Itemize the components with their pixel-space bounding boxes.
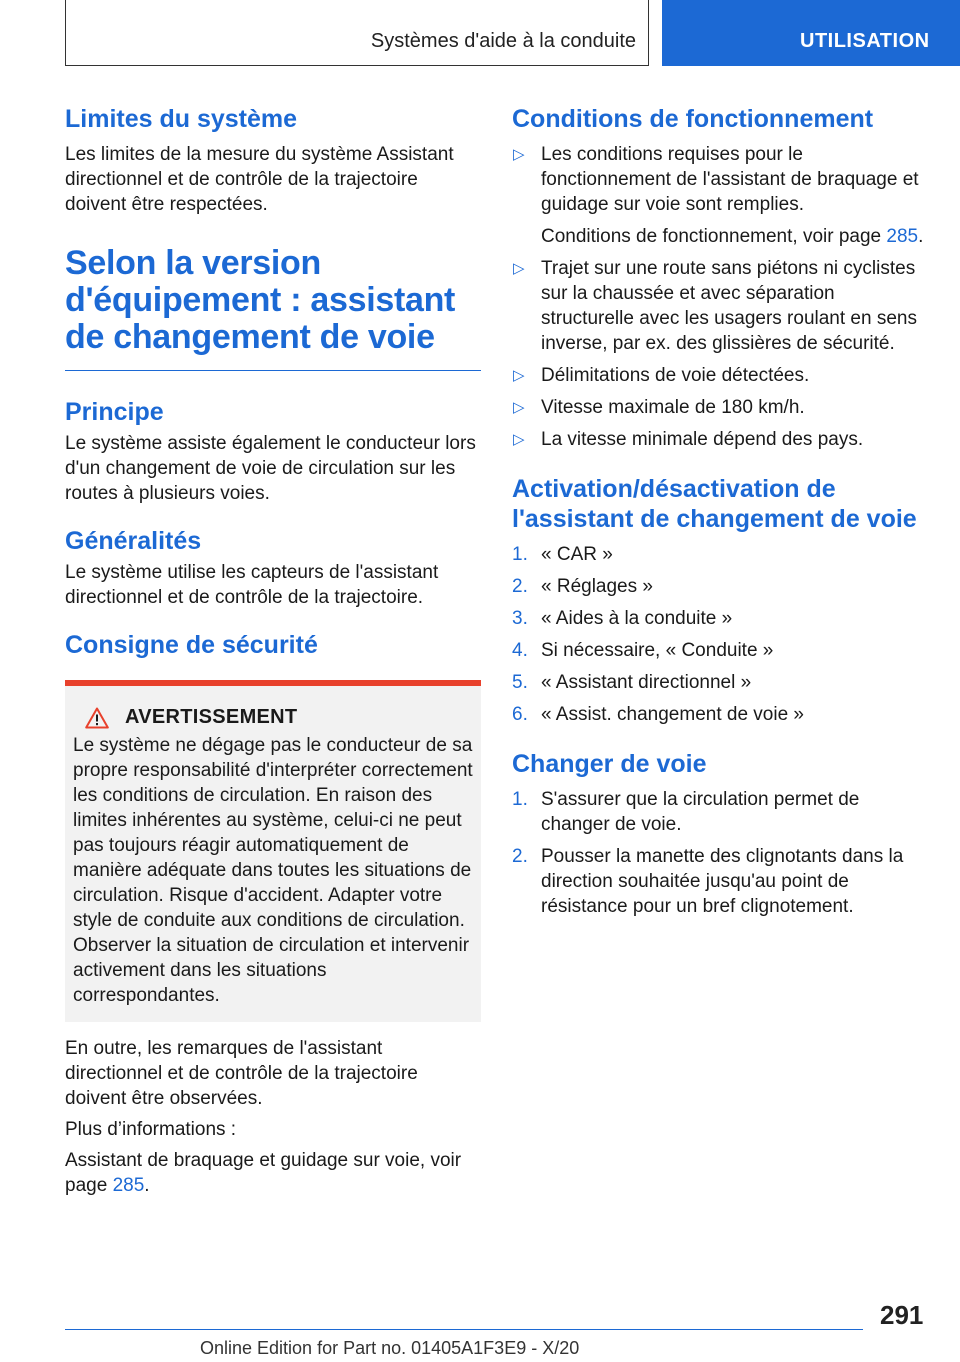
section-tab[interactable] [662,0,960,66]
limites-heading: Limites du système [65,105,298,133]
step-number: 2. [512,846,528,867]
triangle-bullet-icon: ▷ [513,367,525,384]
warning-title: AVERTISSEMENT [125,706,298,728]
step-number: 3. [512,608,528,629]
warning-text: Le système ne dégage pas le conducteur de sa propre responsabilité d'interpréter correctement les conditions de circulation. En raison des limites inhérentes au système, celui-ci ne peut pas toujours réagir automatiquement de manière adéquate dans toutes les situations de circulation. Risque d'accident. Adapter votre style de conduite aux conditions de circulation. Observer la situation de circulation et intervenir activement dans les situations correspondantes. [73,735,473,1006]
list-item-continuation: Conditions de fonctionnement, voir page 285. [541,226,924,247]
conditions-ref-page-link[interactable]: 285 [886,226,919,247]
step-number: 2. [512,576,528,597]
step-number: 1. [512,789,528,810]
remarques-text: En outre, les remarques de l'assistant directionnel et de contrôle de la trajectoire doivent être observées. [65,1038,418,1109]
step-number: 1. [512,544,528,565]
right-column [512,104,928,926]
consigne-heading: Consigne de sécurité [65,631,318,659]
list-item: ▷ Vitesse maximale de 180 km/h. [513,397,805,418]
reference-page-link[interactable]: 285 [112,1175,145,1196]
plus-info-text: Plus d’informations : [65,1119,237,1140]
section-heading: Selon la version d'équipement : assistant de changement de voie [65,244,456,356]
reference-text: Assistant de braquage et guidage sur voie, voir page [65,1150,462,1196]
triangle-bullet-icon: ▷ [513,431,525,448]
conditions-heading: Conditions de fonctionnement [512,105,874,133]
warning-box [65,680,481,1022]
principe-heading: Principe [65,398,164,426]
activation-steps [512,542,928,727]
step-item: 2. Pousser la manette des clignotants dans la direction souhaitée jusqu'au point de résistance pour un bref clignotement. [512,846,904,917]
triangle-bullet-icon: ▷ [513,146,525,163]
warning-header [73,706,473,729]
step-number: 6. [512,704,528,725]
left-column [65,104,481,1198]
generalites-text: Le système utilise les capteurs de l'assistant directionnel et de contrôle de la trajectoire. [65,562,439,608]
step-item: 1. « CAR » [512,544,613,565]
limites-text: Les limites de la mesure du système Assistant directionnel et de contrôle de la trajectoire doivent être respectées. [65,144,454,215]
step-item: 1. S'assurer que la circulation permet de changer de voie. [512,789,860,835]
list-item: ▷ Trajet sur une route sans piétons ni cyclistes sur la chaussée et avec séparation structurelle avec les usagers roulant en sens inverse, par ex. des glissières de sécurité. [513,258,917,354]
step-item: 5. « Assistant directionnel » [512,672,752,693]
step-item: 6. « Assist. changement de voie » [512,704,804,725]
principe-text: Le système assiste également le conducteur lors d'un changement de voie de circulation sur les routes à plusieurs voies. [65,433,476,504]
triangle-bullet-icon: ▷ [513,399,525,416]
warning-triangle-icon [85,707,109,729]
list-item: ▷ La vitesse minimale dépend des pays. [513,429,864,450]
step-item: 3. « Aides à la conduite » [512,608,733,629]
chapter-title: Systèmes d'aide à la conduite [370,30,636,52]
step-item: 2. « Réglages » [512,576,653,597]
list-item: ▷ Délimitations de voie détectées. [513,365,810,386]
step-number: 5. [512,672,528,693]
changer-steps [512,787,928,919]
conditions-list [512,142,928,452]
step-item: 4. Si nécessaire, « Conduite » [512,640,774,661]
list-item: ▷ Les conditions requises pour le fonctionnement de l'assistant de braquage et guidage sur voie sont remplies. [513,144,919,215]
changer-heading: Changer de voie [512,750,707,778]
page-number: 291 [880,1300,924,1330]
section-tab-label: UTILISATION [800,30,930,52]
generalites-heading: Généralités [65,527,202,555]
conditions-ref-text: Conditions de fonctionnement, voir page [541,226,882,247]
reference-paragraph: Assistant de braquage et guidage sur voie, voir page 285. [65,1150,462,1196]
edition-text: Online Edition for Part no. 01405A1F3E9 - X/20 [200,1338,580,1358]
activation-heading: Activation/désactivation de l'assistant de changement de voie [512,475,917,533]
section-rule [65,370,481,371]
step-number: 4. [512,640,528,661]
header-frame [65,0,649,66]
triangle-bullet-icon: ▷ [513,260,525,277]
footer-rule [65,1329,863,1330]
